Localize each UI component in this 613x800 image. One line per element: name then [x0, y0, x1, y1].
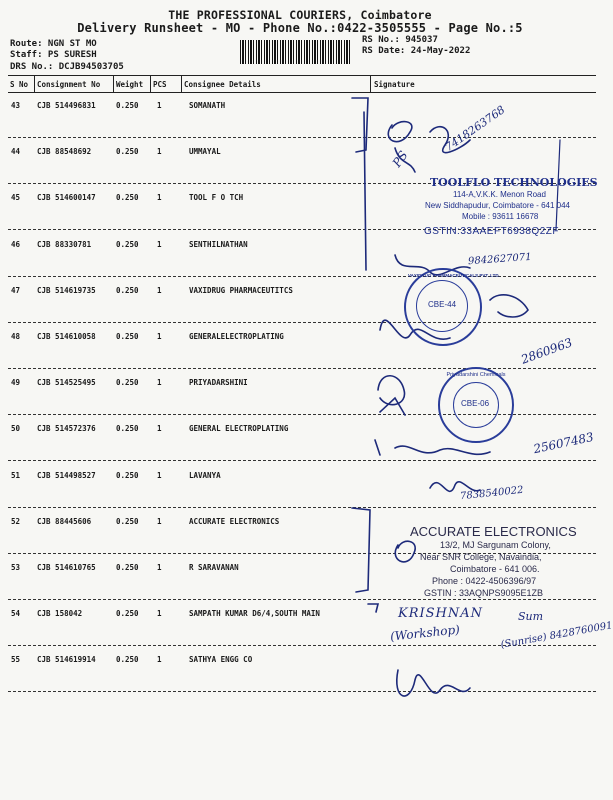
- row-consignee: UMMAYAL: [189, 147, 221, 157]
- vaxidrug-seal: VAXIDRUG PHARMACEUTICALS PVT. LTD. CBE-44: [404, 268, 482, 346]
- row-consignment-no: CJB 514600147: [37, 193, 96, 203]
- row-consignment-no: CJB 514619735: [37, 285, 96, 295]
- company-title: THE PROFESSIONAL COURIERS, Coimbatore: [168, 8, 432, 22]
- row-pcs: 1: [157, 193, 162, 203]
- col-consignment: Consignment No: [37, 80, 101, 89]
- row-weight: 0.250: [116, 609, 139, 619]
- row-consignee: VAXIDRUG PHARMACEUTITCS: [189, 285, 293, 295]
- row-consignee: GENERALELECTROPLATING: [189, 332, 284, 341]
- row-consignee: LAVANYA: [189, 470, 221, 480]
- row-pcs: 1: [157, 332, 162, 341]
- row-consignment-no: CJB 514525495: [37, 378, 96, 388]
- row-consignment-no: CJB 88330781: [37, 239, 92, 249]
- col-pcs: PCS: [153, 80, 167, 89]
- row-weight: 0.250: [116, 285, 139, 295]
- row-weight: 0.250: [116, 424, 139, 434]
- row-weight: 0.250: [116, 101, 139, 110]
- row-consignment-no: CJB 158042: [37, 609, 83, 619]
- row-weight: 0.250: [116, 193, 139, 203]
- row-consignee: GENERAL ELECTROPLATING: [189, 424, 289, 434]
- row-weight: 0.250: [116, 332, 139, 341]
- rs-number: RS No.: 945037: [362, 35, 438, 45]
- row-sno: 50: [11, 424, 21, 434]
- col-sno: S No: [10, 80, 29, 89]
- row-consignee: SATHYA ENGG CO: [189, 655, 253, 665]
- row-consignee: SENTHILNATHAN: [189, 239, 248, 249]
- row-sno: 49: [11, 378, 21, 388]
- row-consignment-no: CJB 514572376: [37, 424, 96, 434]
- col-weight: Weight: [116, 80, 144, 89]
- row-consignee: TOOL F O TCH: [189, 193, 244, 203]
- row-consignee: SOMANATH: [189, 101, 226, 110]
- row-sno: 54: [11, 609, 21, 619]
- row-consignment-no: CJB 88445606: [37, 516, 92, 526]
- row-weight: 0.250: [116, 563, 139, 572]
- col-consignee: Consignee Details: [184, 80, 261, 89]
- row-consignment-no: CJB 514619914: [37, 655, 96, 665]
- row-consignee: ACCURATE ELECTRONICS: [189, 516, 280, 526]
- row-consignee: PRIYADARSHINI: [189, 378, 248, 388]
- drs-number: DRS No.: DCJB94503705: [10, 62, 124, 72]
- row-consignee: R SARAVANAN: [189, 563, 239, 572]
- row-consignment-no: CJB 514610058: [37, 332, 96, 341]
- row-pcs: 1: [157, 655, 162, 665]
- row-weight: 0.250: [116, 516, 139, 526]
- rs-date: RS Date: 24-May-2022: [362, 46, 471, 56]
- row-sno: 48: [11, 332, 21, 341]
- row-sno: 52: [11, 516, 21, 526]
- row-sno: 53: [11, 563, 21, 572]
- runsheet-subtitle: Delivery Runsheet - MO - Phone No.:0422-3505555 - Page No.:5: [77, 21, 523, 35]
- row-pcs: 1: [157, 101, 162, 110]
- row-pcs: 1: [157, 424, 162, 434]
- row-pcs: 1: [157, 609, 162, 619]
- row-consignment-no: CJB 514496831: [37, 101, 96, 110]
- row-sno: 47: [11, 285, 21, 295]
- row-consignment-no: CJB 514610765: [37, 563, 96, 572]
- row-pcs: 1: [157, 563, 162, 572]
- priyadarshini-seal: Priyadarshini Chemicals CBE-06: [438, 367, 514, 443]
- staff-label: Staff: PS SURESH: [10, 50, 97, 60]
- row-weight: 0.250: [116, 147, 139, 157]
- row-weight: 0.250: [116, 655, 139, 665]
- row-pcs: 1: [157, 378, 162, 388]
- row-sno: 43: [11, 101, 21, 110]
- row-pcs: 1: [157, 470, 162, 480]
- row-pcs: 1: [157, 516, 162, 526]
- row-weight: 0.250: [116, 239, 139, 249]
- row-pcs: 1: [157, 147, 162, 157]
- row-weight: 0.250: [116, 470, 139, 480]
- row-pcs: 1: [157, 239, 162, 249]
- row-sno: 45: [11, 193, 21, 203]
- row-sno: 51: [11, 470, 21, 480]
- row-consignment-no: CJB 514498527: [37, 470, 96, 480]
- row-pcs: 1: [157, 285, 162, 295]
- row-consignee: SAMPATH KUMAR D6/4,SOUTH MAIN: [189, 609, 320, 619]
- col-signature: Signature: [374, 80, 415, 89]
- row-sno: 55: [11, 655, 21, 665]
- row-sno: 44: [11, 147, 21, 157]
- row-consignment-no: CJB 88548692: [37, 147, 92, 157]
- row-weight: 0.250: [116, 378, 139, 388]
- route-label: Route: NGN ST MO: [10, 39, 97, 49]
- row-sno: 46: [11, 239, 21, 249]
